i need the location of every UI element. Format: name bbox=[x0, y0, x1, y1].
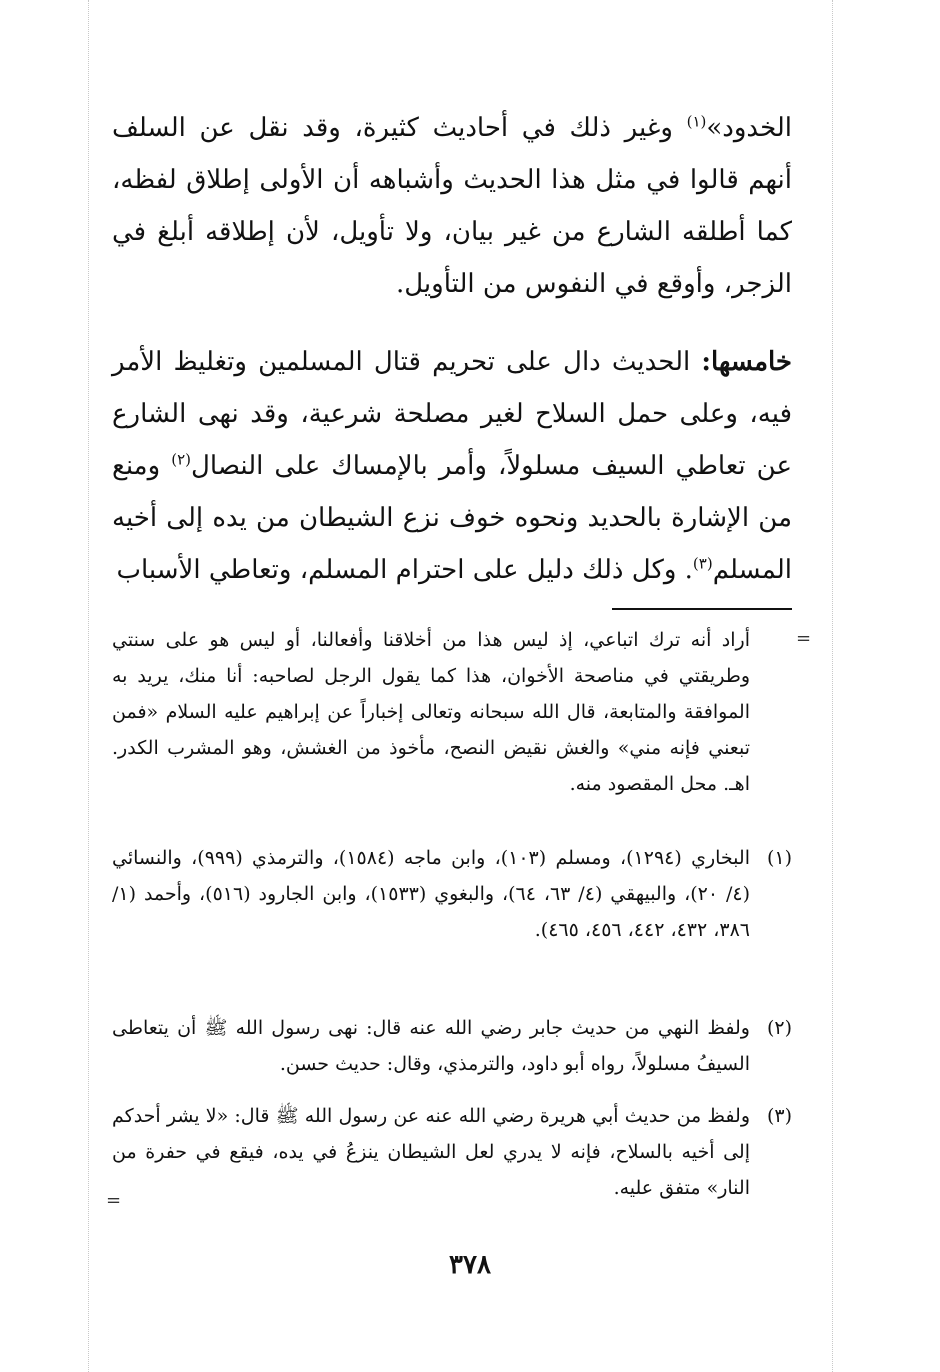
footnote-text: البخاري (١٢٩٤)، ومسلم (١٠٣)، وابن ماجه (١٥٨٤)، والترمذي (٩٩٩)، والنسائي (٤/ ٢٠)، والبيهقي (٤/ ٦٣، ٦٤)، والبغوي (١٥٣٣)، وابن الجارود (٥١٦)، وأحمد (١/ ٣٨٦، ٤٣٢، ٤٤٢، ٤٥٦، ٤٦٥). bbox=[112, 847, 751, 941]
footnote-continuation-text: أراد أنه ترك اتباعي، إذ ليس هذا من أخلاقنا وأفعالنا، أو ليس هو على سنتي وطريقتي في مناصحة الأخوان، هذا كما يقول الرجل لصاحبه: أنا منك، يريد به الموافقة والمتابعة، قال الله سبحانه وتعالى إخباراً عن إبراهيم عليه السلام «فمن تبعني فإنه مني» والغش نقيض النصح، مأخوذ من الغشش، وهو المشرب الكدر. اهـ. محل المقصود منه. bbox=[112, 629, 750, 795]
para1-text-start: الخدود» bbox=[706, 113, 792, 143]
continues-next-page-marker: = bbox=[106, 1190, 122, 1211]
para2-text-a: الحديث دال على تحريم قتال المسلمين وتغليظ الأمر فيه، وعلى حمل السلاح لغير مصلحة شرعية، وقد نهى الشارع عن تعاطي السيف مسلولاً، وأمر بالإمساك على النصال bbox=[112, 347, 792, 481]
footnote-number: (٢) bbox=[766, 1017, 792, 1039]
footnote-ref-1: (١) bbox=[686, 112, 707, 131]
margin-dotted-guide-left bbox=[88, 0, 89, 1372]
paragraph-lead-word: خامسها: bbox=[701, 347, 792, 377]
footnote-3 bbox=[112, 1098, 792, 1206]
para2-text-b: ومنع من الإشارة بالحديد ونحوه خوف نزع الشيطان من يده إلى أخيه المسلم bbox=[112, 451, 792, 585]
footnote-1 bbox=[112, 840, 792, 948]
margin-dotted-guide-right bbox=[832, 0, 833, 1372]
continuation-marker: = bbox=[796, 628, 812, 649]
footnote-ref-3: (٣) bbox=[692, 554, 713, 573]
paragraph-2 bbox=[112, 336, 792, 596]
para1-text-rest: وغير ذلك في أحاديث كثيرة، وقد نقل عن السلف أنهم قالوا في مثل هذا الحديث وأشباهه أن الأولى إطلاق لفظه، كما أطلقه الشارع من غير بيان، ولا تأويل، لأن إطلاقه أبلغ في الزجر، وأوقع في النفوس من التأويل. bbox=[112, 113, 792, 299]
footnote-number: (٣) bbox=[766, 1105, 792, 1127]
footnote-text: ولفظ النهي من حديث جابر رضي الله عنه قال: نهى رسول الله ﷺ أن يتعاطى السيفُ مسلولاً، رواه أبو داود، والترمذي، وقال: حديث حسن. bbox=[112, 1017, 750, 1075]
footnote-ref-2: (٢) bbox=[171, 450, 192, 469]
footnote-text: ولفظ من حديث أبي هريرة رضي الله عنه عن رسول الله ﷺ قال: «لا يشر أحدكم إلى أخيه بالسلاح، فإنه لا يدري لعل الشيطان ينزعُ في يده، فيقع في حفرة من النار» متفق عليه. bbox=[112, 1105, 750, 1199]
paragraph-1 bbox=[112, 102, 792, 310]
page-number: ٣٧٨ bbox=[449, 1250, 491, 1280]
para2-text-c: . وكل ذلك دليل على احترام المسلم، وتعاطي الأسباب bbox=[116, 555, 693, 585]
footnote-number: (١) bbox=[766, 847, 792, 869]
footnote-separator-rule bbox=[612, 608, 792, 610]
footnote-2 bbox=[112, 1010, 792, 1082]
footnote-continuation bbox=[112, 622, 792, 802]
